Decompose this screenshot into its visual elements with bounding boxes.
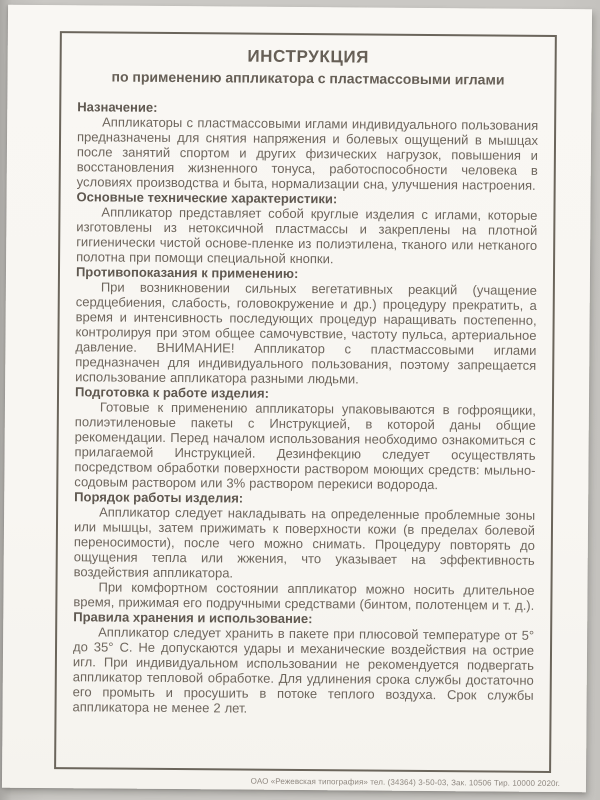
section-heading-technical-characteristics: Основные технические характеристики: xyxy=(76,189,338,207)
document-page xyxy=(2,5,592,793)
section-purpose xyxy=(77,99,539,193)
section-contraindications xyxy=(75,264,537,388)
section-paragraph: Аппликатор следует накладывать на определенные проблемные зоны или мышцы, затем прижимать к поверхности кожи (в пределах болевой переносимости), после чего можно снимать. Процедуру повторять до ощущения тепла или жжения, что указывает на эффективность воздействия аппликатора. xyxy=(73,504,536,581)
document-subtitle: по применению аппликатора с пластмассовыми иглами xyxy=(111,68,505,88)
document-title: ИНСТРУКЦИЯ xyxy=(247,46,370,67)
section-paragraph: При возникновении сильных вегетативных реакций (учащение сердцебиения, слабость, головокружение и др.) процедуру прекратить, а время и интенсивность последующих процедур наращивать постепенно, контролируя при этом общее самочувствие, частоту пульса, артериальное давление. ВНИМАНИЕ! Аппликатор с пластмассовыми иглами предназначен для индивидуального пользования, поэтому запрещается использование аппликатора разными людьми. xyxy=(75,279,537,387)
section-paragraph: Готовые к применению аппликаторы упаковываются в гофроящики, полиэтиленовые пакеты с Инструкцией, в которой даны общие рекомендации. Перед началом использования необходимо ознакомиться с прилагаемой Инструкцией. Дезинфекцию следует осуществлять посредством обработки поверхности раствором моющих средств: мыльно-содовым раствором или 3% раствором перекиси водорода. xyxy=(74,399,536,493)
section-heading-preparation: Подготовка к работе изделия: xyxy=(74,384,270,401)
section-paragraph: Аппликатор следует хранить в пакете при плюсовой температуре от 5° до 35° С. Не допускаются удары и механические воздействия на острие игл. При индивидуальном использовании не рекомендуется подвергать аппликатор тепловой обработке. Для удлинения срока службы достаточно его промыть и просушить в потоке теплого воздуха. Срок службы аппликатора не менее 2 лет. xyxy=(72,624,535,716)
section-technical-characteristics xyxy=(76,189,538,268)
section-storage-rules xyxy=(73,609,535,718)
printer-imprint: ОАО «Режевская типография» тел. (34364) 3-50-03, Зак. 10506 Тир. 10000 2020г. xyxy=(250,776,561,789)
section-paragraph: При комфортном состоянии аппликатор можно носить длительное время, прижимая его подручными средствами (бинтом, полотенцем и т. д.). xyxy=(73,579,535,613)
section-operation xyxy=(73,489,535,613)
section-heading-storage-rules: Правила хранения и использование: xyxy=(73,609,313,627)
section-preparation xyxy=(74,384,536,493)
section-paragraph: Аппликатор представляет собой круглые изделия с иглами, которые изготовлены из нетоксичной пластмассы и закреплены на плотной гигиенически чистой основе-пленке из полиэтилена, тканого или нетканого полотна при помощи специальной кнопки. xyxy=(76,204,538,267)
section-heading-purpose: Назначение: xyxy=(77,99,158,115)
instruction-border-box xyxy=(54,31,557,773)
section-paragraph: Аппликаторы с пластмассовыми иглами индивидуального пользования предназначены для снятия напряжения и болевых ощущений в мышцах после занятий спортом и других физических нагрузок, повышения и восстановления жизненного тонуса, работоспособности человека в условиях производства и быта, нормализации сна, улучшения настроения. xyxy=(76,114,539,193)
section-heading-contraindications: Противопоказания к применению: xyxy=(75,264,299,282)
section-heading-operation: Порядок работы изделия: xyxy=(74,489,244,506)
